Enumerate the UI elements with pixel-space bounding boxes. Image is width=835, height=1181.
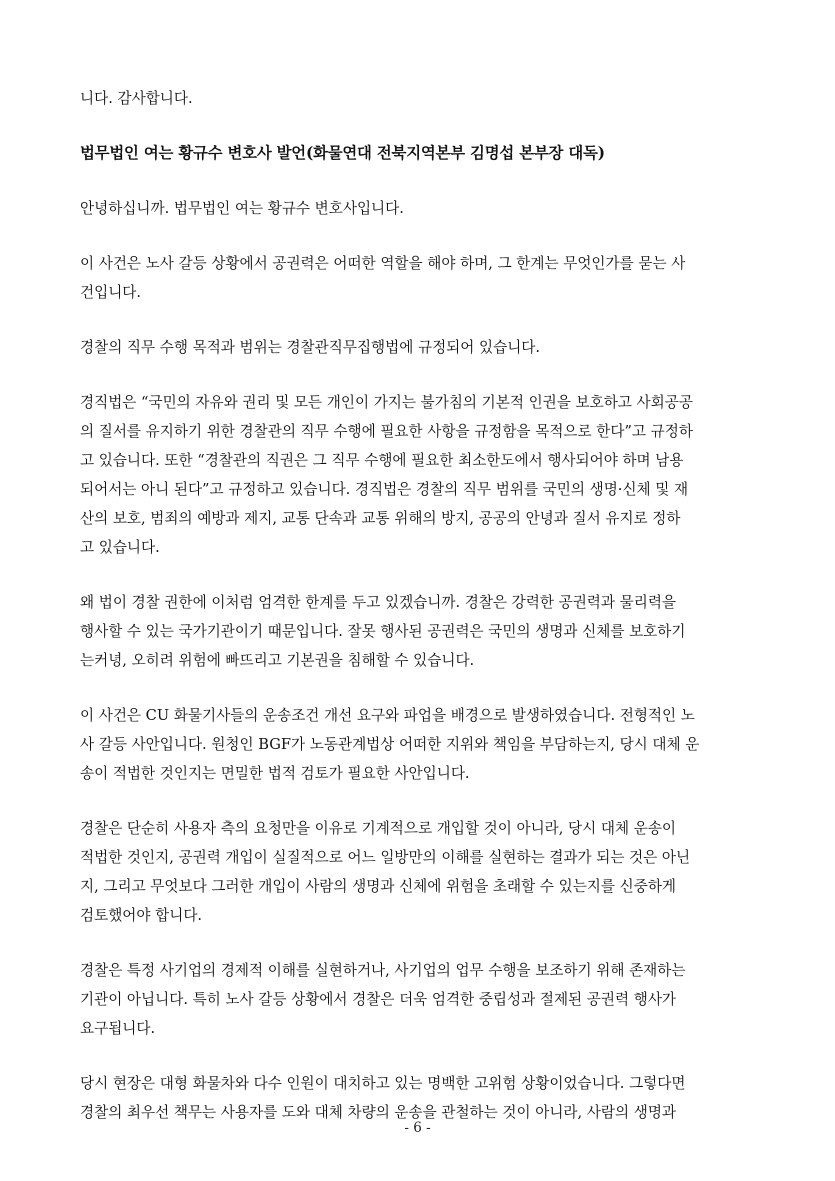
page-number: - 6 - [404, 1120, 431, 1136]
paragraph-line: 당시 현장은 대형 화물차와 다수 인원이 대치하고 있는 명백한 고위험 상황이었습니다. 그렇다면 [80, 1075, 686, 1092]
paragraph-case-background [80, 701, 756, 788]
document-body [80, 84, 756, 1153]
paragraph-line: 이 사건은 노사 갈등 상황에서 공권력은 어떠한 역할을 해야 하며, 그 한계는 무엇인가를 묻는 사 [80, 255, 686, 272]
paragraph-line: 요구됩니다. [80, 1020, 156, 1037]
paragraph-line: 왜 법이 경찰 권한에 이처럼 엄격한 한계를 두고 있겠습니까. 경찰은 강력한 공권력과 물리력을 [80, 594, 677, 611]
paragraph-line: 건입니다. [80, 284, 142, 301]
paragraph-neutrality [80, 956, 756, 1043]
paragraph-line: 검토했어야 합니다. [80, 907, 203, 924]
paragraph-line: 되어서는 아니 된다”고 규정하고 있습니다. 경직법은 경찰의 직무 범위를 국민의 생명·신체 및 재 [80, 481, 689, 498]
paragraph-police-duty-scope [80, 333, 756, 362]
paragraph-line: 산의 보호, 범죄의 예방과 제지, 교통 단속과 교통 위해의 방지, 공공의 안녕과 질서 유지로 정하 [80, 510, 681, 527]
paragraph-line: 경직법은 “국민의 자유와 권리 및 모든 개인이 가지는 불가침의 기본적 인권을 보호하고 사회공공 [80, 394, 693, 411]
paragraph-line: 지, 그리고 무엇보다 그러한 개입이 사람의 생명과 신체에 위험을 초래할 수 있는지를 신중하게 [80, 878, 677, 895]
paragraph-line: 적법한 것인지, 공권력 개입이 실질적으로 어느 일방만의 이해를 실현하는 결과가 되는 것은 아닌 [80, 849, 691, 866]
paragraph-strict-limits [80, 588, 756, 675]
paragraph-line: 경찰은 특정 사기업의 경제적 이해를 실현하거나, 사기업의 업무 수행을 보조하기 위해 존재하는 [80, 962, 686, 979]
intro-tail-paragraph [80, 84, 756, 113]
paragraph-line: 경찰의 직무 수행 목적과 범위는 경찰관직무집행법에 규정되어 있습니다. [80, 339, 541, 356]
paragraph-line: 니다. 감사합니다. [80, 90, 193, 107]
paragraph-line: 경찰의 최우선 책무는 사용자를 도와 대체 차량의 운송을 관철하는 것이 아니라, 사람의 생명과 [80, 1104, 677, 1121]
paragraph-police-act [80, 388, 756, 562]
paragraph-line: 이 사건은 CU 화물기사들의 운송조건 개선 요구와 파업을 배경으로 발생하였습니다. 전형적인 노 [80, 707, 695, 724]
paragraph-line: 의 질서를 유지하기 위한 경찰관의 직무 수행에 필요한 사항을 규정함을 목적으로 한다”고 규정하 [80, 423, 693, 440]
paragraph-line: 송이 적법한 것인지는 면밀한 법적 검토가 필요한 사안입니다. [80, 765, 470, 782]
paragraph-high-risk-scene [80, 1069, 756, 1127]
paragraph-line: 안녕하십니까. 법무법인 여는 황규수 변호사입니다. [80, 200, 404, 217]
paragraph-line: 사 갈등 사안입니다. 원청인 BGF가 노동관계법상 어떠한 지위와 책임을 부담하는지, 당시 대체 운 [80, 736, 700, 753]
paragraph-line: 경찰은 단순히 사용자 측의 요청만을 이유로 기계적으로 개입할 것이 아니라, 당시 대체 운송이 [80, 820, 677, 837]
paragraph-review-required [80, 814, 756, 930]
paragraph-line: 기관이 아닙니다. 특히 노사 갈등 상황에서 경찰은 더욱 엄격한 중립성과 절제된 공권력 행사가 [80, 991, 677, 1008]
paragraph-line: 고 있습니다. [80, 539, 160, 556]
paragraph-line: 행사할 수 있는 국가기관이기 때문입니다. 잘못 행사된 공권력은 국민의 생명과 신체를 보호하기 [80, 623, 686, 640]
paragraph-line: 고 있습니다. 또한 “경찰관의 직권은 그 직무 수행에 필요한 최소한도에서 행사되어야 하며 남용 [80, 452, 684, 469]
paragraph-case-question [80, 249, 756, 307]
section-heading: 법무법인 여는 황규수 변호사 발언(화물연대 전북지역본부 김명섭 본부장 대독) [80, 144, 605, 162]
paragraph-greeting [80, 194, 756, 223]
paragraph-line: 는커녕, 오히려 위험에 빠뜨리고 기본권을 침해할 수 있습니다. [80, 652, 475, 669]
